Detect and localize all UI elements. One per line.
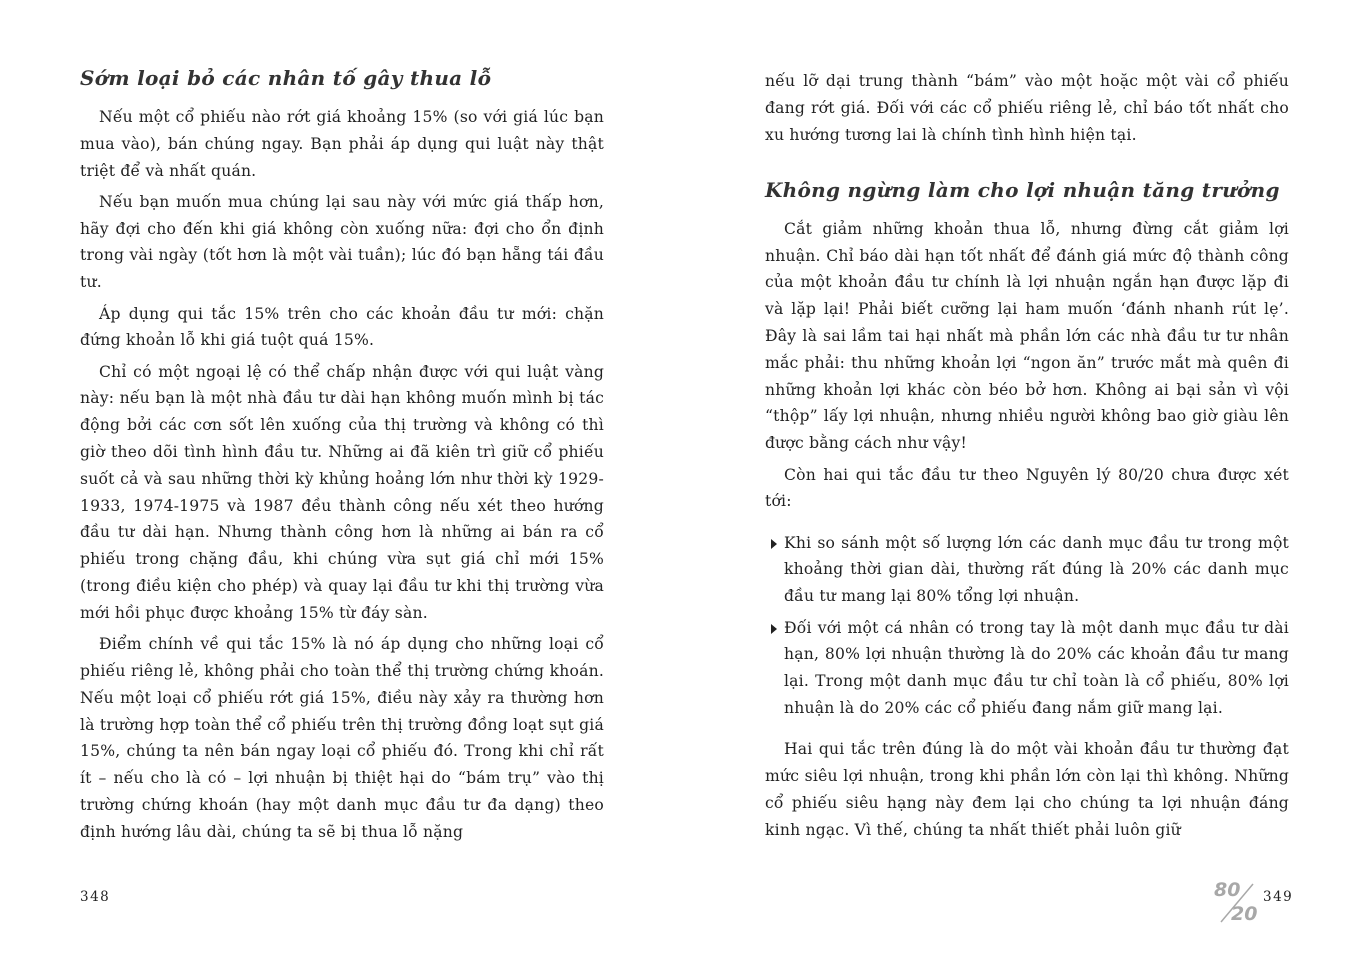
left-text-column xyxy=(80,104,604,850)
bullet-text: Khi so sánh một số lượng lớn các danh mục đầu tư trong một khoảng thời gian dài, thường rất đúng là 20% các danh mục đầu tư mang lại 80% tổng lợi nhuận. xyxy=(784,533,1289,606)
paragraph: Áp dụng qui tắc 15% trên cho các khoản đầu tư mới: chặn đứng khoản lỗ khi giá tuột quá 15%. xyxy=(80,304,604,350)
bullet-item xyxy=(765,530,1289,610)
list-spacer xyxy=(765,726,1289,736)
paragraph: Cắt giảm những khoản thua lỗ, nhưng đừng cắt giảm lợi nhuận. Chỉ báo dài hạn tốt nhất để đánh giá mức độ thành công của một khoản đầu tư chính là lợi nhuận ngắn hạn được lặp đi và lặp lại! Phải biết cưỡng lại ham muốn ‘đánh nhanh rút lẹ’. Đây là sai lầm tai hại nhất mà phần lớn các nhà đầu tư tư nhân mắc phải: thu những khoản lợi “ngon ăn” trước mắt mà quên đi những khoản lợi khác còn béo bở hơn. Không ai bại sản vì vội “thộp” lấy lợi nhuận, nhưng nhiều người không bao giờ giàu lên được bằng cách như vậy! xyxy=(765,219,1289,453)
paragraph: Hai qui tắc trên đúng là do một vài khoản đầu tư thường đạt mức siêu lợi nhuận, trong khi phần lớn còn lại thì không. Những cổ phiếu siêu hạng này đem lại cho chúng ta lợi nhuận đáng kinh ngạc. Vì thế, chúng ta nhất thiết phải luôn giữ xyxy=(765,740,1289,839)
logo-top-number: 80 xyxy=(1214,879,1241,901)
bullet-text: Đối với một cá nhân có trong tay là một danh mục đầu tư dài hạn, 80% lợi nhuận thường là do 20% các khoản đầu tư mang lại. Trong một danh mục đầu tư chỉ toàn là cổ phiếu, 80% lợi nhuận là do 20% các cổ phiếu đang nắm giữ mang lại. xyxy=(784,618,1289,717)
triangle-bullet-icon xyxy=(771,624,777,634)
paragraph: Nếu bạn muốn mua chúng lại sau này với mức giá thấp hơn, hãy đợi cho đến khi giá không còn xuống nữa: đợi cho ổn định trong vài ngày (tốt hơn là một vài tuần); lúc đó bạn hẵng tái đầu tư. xyxy=(80,192,604,292)
section-heading: Không ngừng làm cho lợi nhuận tăng trưởng xyxy=(765,178,1280,202)
paragraph: Chỉ có một ngoại lệ có thể chấp nhận được với qui luật vàng này: nếu bạn là một nhà đầu tư dài hạn không muốn mình bị tác động bởi các cơn sốt lên xuống của thị trường và không có thì giờ theo dõi tình hình đầu tư. Những ai đã kiên trì giữ cổ phiếu suốt cả và sau những thời kỳ khủng hoảng lớn như thời kỳ 1929-1933, 1974-1975 và 1987 đều thành công nếu xét theo hướng đầu tư dài hạn. Nhưng thành công hơn là những ai bán ra cổ phiếu trong chặng đầu, khi chúng vừa sụt giá chỉ mới 15% (trong điều kiện cho phép) và quay lại đầu tư khi thị trường vừa mới hồi phục được khoảng 15% từ đáy sàn. xyxy=(80,362,604,622)
triangle-bullet-icon xyxy=(771,539,777,549)
paragraph: Nếu một cổ phiếu nào rớt giá khoảng 15% (so với giá lúc bạn mua vào), bán chúng ngay. Bạn phải áp dụng qui luật này thật triệt để và nhất quán. xyxy=(80,108,604,180)
list-spacer xyxy=(765,520,1289,530)
page-number: 348 xyxy=(80,889,111,905)
right-page xyxy=(685,0,1370,969)
logo-bottom-number: 20 xyxy=(1231,903,1258,924)
page-number: 349 xyxy=(1263,889,1294,905)
paragraph: Còn hai qui tắc đầu tư theo Nguyên lý 80/20 chưa được xét tới: xyxy=(765,465,1289,511)
bullet-list xyxy=(765,530,1289,722)
continued-paragraph: nếu lỡ dại trung thành “bám” vào một hoặc một vài cổ phiếu đang rớt giá. Đối với các cổ phiếu riêng lẻ, chỉ báo tốt nhất cho xu hướng tương lai là chính tình hình hiện tại. xyxy=(765,72,1289,144)
book-logo-icon xyxy=(1213,878,1263,924)
section-heading: Sớm loại bỏ các nhân tố gây thua lỗ xyxy=(80,66,492,90)
paragraph: Điểm chính về qui tắc 15% là nó áp dụng cho những loại cổ phiếu riêng lẻ, không phải cho toàn thể thị trường chứng khoán. Nếu một loại cổ phiếu rớt giá 15%, điều này xảy ra thường hơn là trường hợp toàn thể cổ phiếu trên thị trường đồng loạt sụt giá 15%, chúng ta nên bán ngay loại cổ phiếu đó. Trong khi chỉ rất ít – nếu cho là có – lợi nhuận bị thiệt hại do “bám trụ” vào thị trường chứng khoán (hay một danh mục đầu tư đa dạng) theo định hướng lâu dài, chúng ta sẽ bị thua lỗ nặng xyxy=(80,635,604,841)
bullet-item xyxy=(765,615,1289,722)
